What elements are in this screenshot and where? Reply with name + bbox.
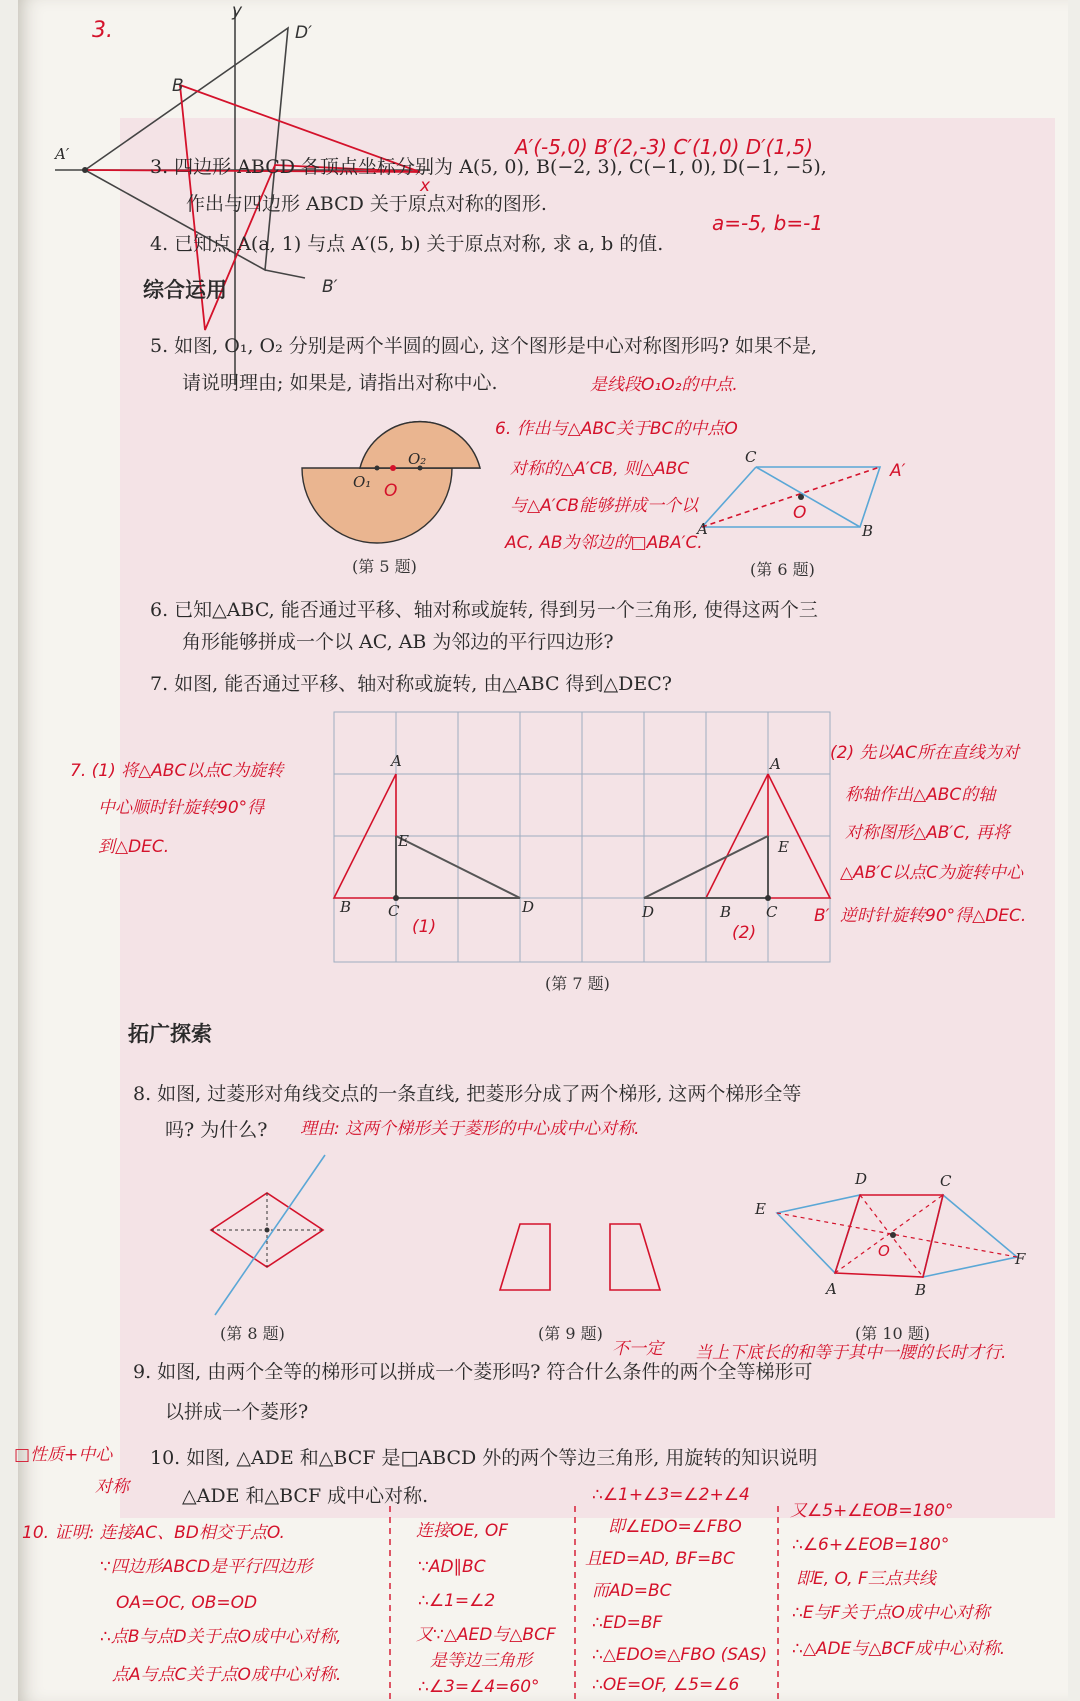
- fig7-2-label-e: E: [778, 838, 789, 856]
- caption-figure-7: (第 7 题): [545, 974, 610, 993]
- proof-line: 即∠EDO=∠FBO: [608, 1517, 742, 1537]
- proof-line: ∴∠1=∠2: [418, 1591, 496, 1611]
- problem-4-text: 4. 已知点 A(a, 1) 与点 A′(5, b) 关于原点对称, 求 a, b 的值.: [150, 233, 664, 255]
- answer-7a-line1: 7. (1) 将△ABC以点C为旋转: [70, 761, 284, 781]
- fig3-label-b-prime: B′: [322, 277, 338, 297]
- fig7-2-label-c: C: [766, 903, 778, 921]
- proof-line: 即E, O, F三点共线: [796, 1569, 936, 1589]
- fig10-label-d: D: [855, 1170, 868, 1188]
- proof-line: ∴OE=OF, ∠5=∠6: [592, 1675, 740, 1695]
- fig10-label-a: A: [826, 1280, 837, 1298]
- section-heading-comprehensive: 综合运用: [143, 278, 227, 302]
- proof-line: ∴∠1+∠3=∠2+∠4: [592, 1485, 750, 1505]
- figure-9-trapezoids: [498, 1222, 698, 1302]
- problem-9-text: 9. 如图, 由两个全等的梯形可以拼成一个菱形吗? 符合什么条件的两个全等梯形可: [133, 1361, 813, 1383]
- fig6-label-b: B: [862, 522, 874, 540]
- answer-7b-line3: 对称图形△AB′C, 再将: [845, 823, 1010, 843]
- problem-6-text: 6. 已知△ABC, 能否通过平移、轴对称或旋转, 得到另一个三角形, 使得这两个三: [150, 599, 818, 621]
- fig6-label-a: A: [697, 520, 708, 538]
- answer-6-line3: 与△A′CB能够拼成一个以: [510, 496, 699, 516]
- proof-line: ∴△ADE与△BCF成中心对称.: [792, 1639, 1006, 1659]
- proof-line: OA=OC, OB=OD: [116, 1593, 258, 1613]
- answer-9b: 当上下底长的和等于其中一腰的长时才行.: [695, 1343, 1007, 1363]
- answer-7a-line3: 到△DEC.: [98, 837, 170, 857]
- proof-line: ∴ED=BF: [592, 1613, 663, 1633]
- fig6-label-c: C: [745, 448, 757, 466]
- fig7-2-label-d: D: [642, 903, 655, 921]
- fig3-label-d-prime: D′: [295, 23, 312, 43]
- fig7-1-label-e: E: [398, 832, 409, 850]
- axis-x-label: x: [420, 176, 431, 196]
- figure-10-parallelogram-triangles: [775, 1185, 1035, 1295]
- fig10-label-o: O: [878, 1242, 890, 1260]
- fig10-label-f: F: [1015, 1250, 1026, 1268]
- problem-9-text-line2: 以拼成一个菱形?: [165, 1401, 309, 1423]
- proof-line: ∴E与F关于点O成中心对称: [792, 1603, 990, 1623]
- proof-line: ∴∠6+∠EOB=180°: [792, 1535, 950, 1555]
- problem-7-text: 7. 如图, 能否通过平移、轴对称或旋转, 由△ABC 得到△DEC?: [150, 673, 672, 695]
- fig5-label-o1: O₁: [353, 473, 372, 491]
- fig7-2-label-b-prime: B′: [814, 906, 830, 926]
- axis-y-label: y: [232, 1, 243, 21]
- proof-line: 点A与点C关于点O成中心对称.: [112, 1665, 342, 1685]
- margin-note-10-line2: 对称: [95, 1477, 129, 1497]
- section-heading-extension: 拓广探索: [128, 1022, 212, 1046]
- fig7-2-label-a: A: [770, 755, 781, 773]
- problem-3-text: 3. 四边形 ABCD 各顶点坐标分别为 A(5, 0), B(−2, 3), C(−1, 0), D(−1, −5),: [150, 156, 827, 178]
- fig7-1-label-b: B: [340, 898, 352, 916]
- fig10-label-e: E: [755, 1200, 766, 1218]
- answer-7b-line1: (2) 先以AC所在直线为对: [830, 743, 1019, 763]
- problem-3-text-line2: 作出与四边形 ABCD 关于原点对称的图形.: [186, 193, 547, 215]
- proof-line: 连接OE, OF: [416, 1521, 509, 1541]
- problem-10-text: 10. 如图, △ADE 和△BCF 是□ABCD 外的两个等边三角形, 用旋转的知识说明: [150, 1447, 818, 1469]
- fig10-label-c: C: [940, 1172, 952, 1190]
- fig7-1-label-c: C: [388, 902, 400, 920]
- answer-7a-line2: 中心顺时针旋转90°得: [98, 798, 265, 818]
- proof-line: 又∠5+∠EOB=180°: [790, 1501, 954, 1521]
- figure-8-rhombus: [205, 1155, 355, 1315]
- problem-3-number: 3.: [92, 18, 113, 43]
- proof-line: ∴△EDO≌△FBO (SAS): [592, 1645, 768, 1665]
- problem-10-text-line2: △ADE 和△BCF 成中心对称.: [182, 1485, 429, 1507]
- fig7-2-tag: (2): [732, 923, 757, 943]
- proof-line: ∵AD∥BC: [418, 1557, 486, 1577]
- proof-line: ∴点B与点D关于点O成中心对称,: [100, 1627, 342, 1647]
- proof-line: 10. 证明: 连接AC、BD相交于点O.: [22, 1523, 285, 1543]
- fig6-label-o: O: [793, 503, 807, 523]
- answer-4: a=-5, b=-1: [712, 211, 824, 235]
- answer-6-line4: AC, AB为邻边的□ABA′C.: [505, 533, 703, 553]
- figure-5-semicircles: [300, 418, 500, 538]
- fig7-1-tag: (1): [412, 917, 437, 937]
- caption-figure-6: (第 6 题): [750, 560, 815, 579]
- answer-9a: 不一定: [612, 1339, 663, 1359]
- fig10-label-b: B: [915, 1281, 927, 1299]
- answer-7b-line4: △AB′C以点C为旋转中心: [840, 863, 1023, 883]
- answer-6-line2: 对称的△A′CB, 则△ABC: [510, 459, 690, 479]
- answer-7b-line2: 称轴作出△ABC的轴: [845, 785, 996, 805]
- margin-note-10-line1: □性质+中心: [14, 1445, 113, 1465]
- fig7-1-label-a: A: [391, 752, 402, 770]
- fig5-label-o: O: [384, 481, 398, 501]
- caption-figure-10: (第 10 题): [855, 1324, 931, 1343]
- caption-figure-5: (第 5 题): [352, 557, 417, 576]
- fig5-label-o2: O₂: [408, 450, 427, 468]
- problem-8-text: 8. 如图, 过菱形对角线交点的一条直线, 把菱形分成了两个梯形, 这两个梯形全等: [133, 1083, 802, 1105]
- proof-line: ∵四边形ABCD是平行四边形: [100, 1557, 313, 1577]
- fig6-label-a-prime: A′: [890, 461, 906, 481]
- answer-7b-line5: 逆时针旋转90°得△DEC.: [840, 906, 1027, 926]
- problem-5-text: 5. 如图, O₁, O₂ 分别是两个半圆的圆心, 这个图形是中心对称图形吗? 如果不是,: [150, 335, 818, 357]
- answer-6-line1: 6. 作出与△ABC关于BC的中点O: [495, 419, 738, 439]
- answer-3-coords: A′(-5,0) B′(2,-3) C′(1,0) D′(1,5): [515, 135, 814, 159]
- fig3-label-b: B: [172, 76, 184, 96]
- fig3-label-a-prime: A′: [55, 145, 70, 163]
- answer-8: 理由: 这两个梯形关于菱形的中心成中心对称.: [300, 1119, 640, 1139]
- proof-line: 是等边三角形: [430, 1651, 532, 1671]
- proof-line: 且ED=AD, BF=BC: [585, 1549, 735, 1569]
- proof-line: 而AD=BC: [592, 1581, 672, 1601]
- problem-8-text-line2: 吗? 为什么?: [165, 1119, 268, 1141]
- fig7-2-label-b: B: [720, 903, 732, 921]
- proof-line: ∴∠3=∠4=60°: [418, 1677, 540, 1697]
- caption-figure-9: (第 9 题): [538, 1324, 603, 1343]
- answer-5: 是线段O₁O₂的中点.: [590, 375, 738, 395]
- proof-line: 又∵△AED与△BCF: [416, 1625, 556, 1645]
- problem-5-text-line2: 请说明理由; 如果是, 请指出对称中心.: [182, 372, 498, 394]
- caption-figure-8: (第 8 题): [220, 1324, 285, 1343]
- fig7-1-label-d: D: [522, 898, 535, 916]
- problem-6-text-line2: 角形能够拼成一个以 AC, AB 为邻边的平行四边形?: [182, 631, 614, 653]
